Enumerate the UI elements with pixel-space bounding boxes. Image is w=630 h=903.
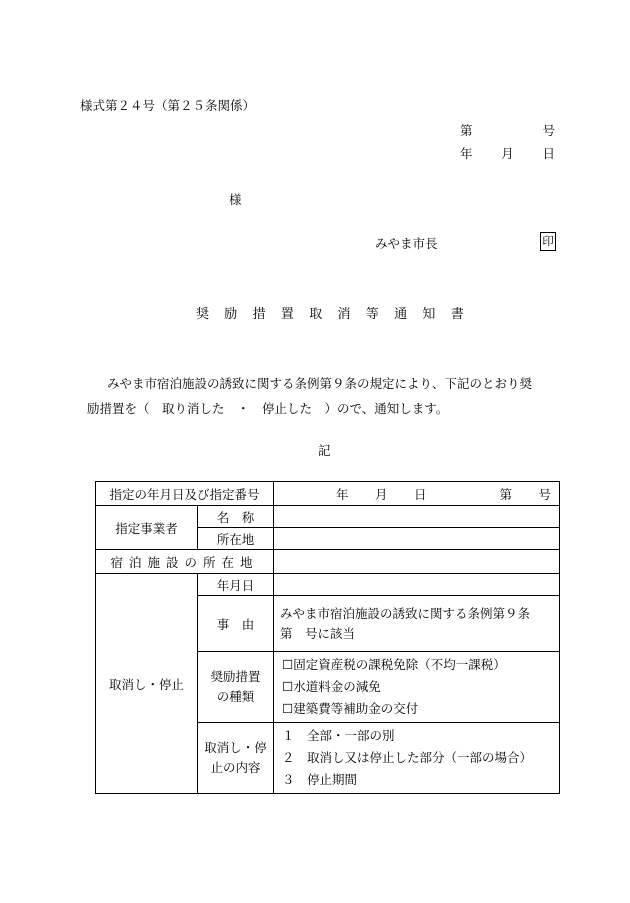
content-label-line-2: 止の内容 — [210, 760, 261, 775]
date-value — [274, 574, 560, 596]
list-item: ☐建築費等補助金の交付 — [282, 701, 419, 716]
table-row — [96, 482, 560, 506]
reason-value — [274, 596, 560, 652]
body-line-1: みやま市宿泊施設の誘致に関する条例第９条の規定により、下記のとおり奨 — [107, 376, 533, 391]
list-item: ２ 取消し又は停止した部分（一部の場合） — [282, 750, 533, 765]
document-number-line — [460, 121, 555, 139]
name-value — [274, 506, 560, 528]
address-value — [274, 528, 560, 550]
content-label — [198, 723, 274, 794]
designation-month: 月 — [375, 486, 388, 502]
list-item: ☐固定資産税の課税免除（不均一課税） — [282, 657, 506, 672]
table-row — [96, 574, 560, 596]
ki-heading: 記 — [318, 443, 331, 458]
designation-day: 日 — [414, 486, 427, 502]
date-label: 年月日 — [198, 574, 274, 596]
table-row — [96, 506, 560, 528]
name-label: 名 称 — [198, 506, 274, 528]
designation-number-prefix: 第 — [499, 486, 513, 502]
seal-mark: 印 — [540, 232, 556, 251]
address-label: 所在地 — [198, 528, 274, 550]
list-item: １ 全部・一部の別 — [282, 728, 395, 743]
designation-number-suffix: 号 — [538, 486, 552, 502]
addressee-suffix: 様 — [229, 192, 242, 207]
reason-line-2: 第 号に該当 — [280, 625, 356, 641]
date-year: 年 — [460, 146, 473, 161]
document-title: 奨励措置取消等通知書 — [196, 307, 480, 322]
number-suffix: 号 — [542, 123, 555, 138]
content-list — [274, 723, 560, 794]
form-number: 様式第２４号（第２５条関係） — [80, 98, 256, 113]
notice-details-table — [95, 481, 560, 794]
table-row — [96, 550, 560, 574]
date-month: 月 — [501, 146, 514, 161]
body-paragraph — [87, 371, 577, 421]
reason-label: 事 由 — [198, 596, 274, 652]
cancel-stop-label: 取消し・停止 — [96, 574, 198, 794]
measure-type-label — [198, 652, 274, 723]
measure-label-line-1: 奨励措置 — [210, 669, 261, 684]
facility-address-label: 宿泊施設の所在地 — [96, 550, 274, 574]
list-item: ３ 停止期間 — [282, 772, 358, 787]
list-item: ☐水道料金の減免 — [282, 679, 381, 694]
measure-label-line-2: の種類 — [216, 689, 255, 704]
body-line-2: 励措置を（ 取り消した ・ 停止した ）ので、通知します。 — [87, 401, 449, 416]
issuer-name: みやま市長 — [375, 236, 438, 251]
operator-label: 指定事業者 — [96, 506, 198, 550]
designation-label: 指定の年月日及び指定番号 — [96, 482, 274, 506]
designation-value — [274, 482, 560, 506]
content-label-line-1: 取消し・停 — [204, 740, 267, 755]
measure-type-list — [274, 652, 560, 723]
reason-line-1: みやま市宿泊施設の誘致に関する条例第９条 — [280, 605, 531, 621]
issue-date-line — [460, 144, 555, 162]
date-day: 日 — [542, 146, 555, 161]
designation-year: 年 — [336, 486, 349, 502]
facility-address-value — [274, 550, 560, 574]
number-prefix: 第 — [460, 123, 473, 138]
